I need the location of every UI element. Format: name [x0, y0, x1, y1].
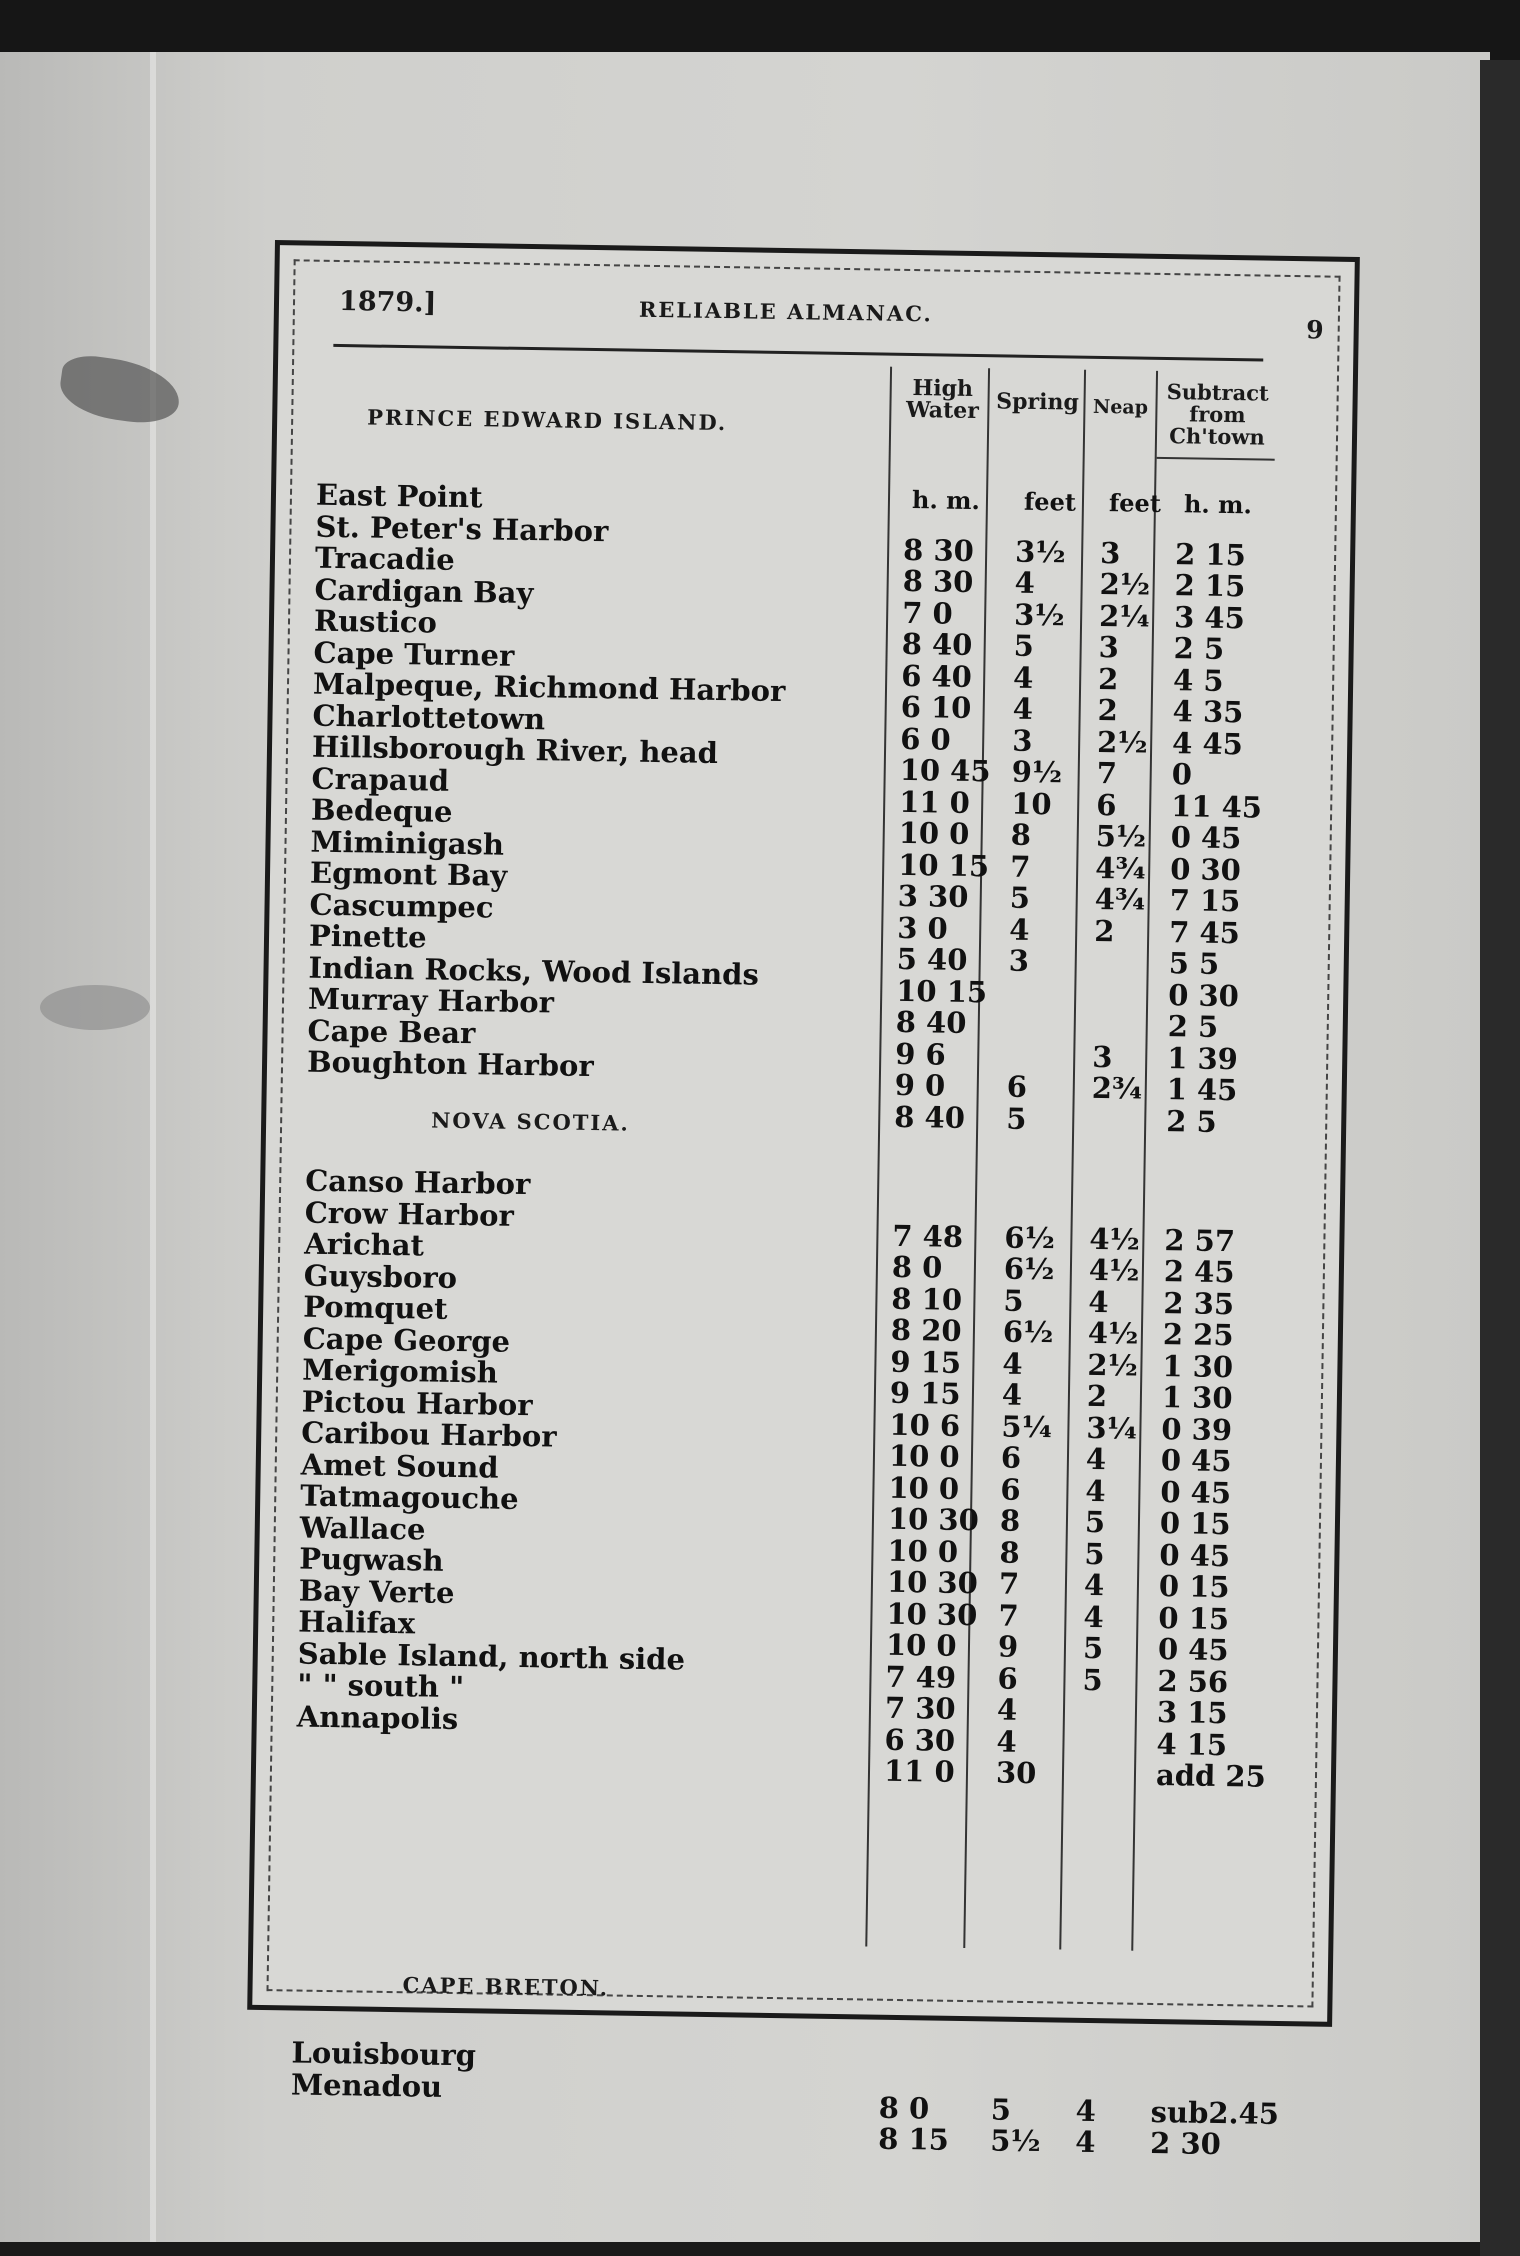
cell-sub: 11 45	[1170, 788, 1263, 825]
cell-hw: 8 0	[891, 1249, 943, 1285]
cell-spring: 3½	[1013, 597, 1065, 632]
cell-hw: 10 6	[889, 1407, 961, 1443]
cell-place: Cascumpec	[309, 887, 494, 925]
cell-hw: 10 0	[885, 1627, 957, 1663]
unit-hw: h. m.	[911, 485, 981, 516]
cell-hw: 10 15	[898, 847, 990, 883]
cell-hw: 10 30	[886, 1564, 979, 1601]
cell-neap: 2	[1097, 661, 1119, 696]
cell-spring: 5	[990, 2091, 1012, 2127]
cell-place: Murray Harbor	[307, 981, 555, 1020]
cell-place: Bedeque	[310, 792, 453, 829]
cell-spring: 6½	[1003, 1251, 1055, 1287]
cell-spring: 3	[1011, 723, 1033, 758]
cell-neap: 2½	[1096, 724, 1148, 760]
cell-spring: 4	[1001, 1377, 1023, 1412]
cell-spring: 30	[995, 1755, 1037, 1791]
cell-hw: 7 0	[901, 595, 953, 631]
cell-sub: 3 45	[1173, 599, 1246, 635]
cell-hw: 7 48	[892, 1218, 964, 1254]
cell-place: Louisbourg	[291, 2035, 477, 2073]
cell-place: Charlottetown	[312, 698, 546, 736]
cell-hw: 8 15	[877, 2121, 950, 2157]
cell-neap: 4	[1085, 1441, 1107, 1477]
cell-sub: 4 15	[1156, 1726, 1228, 1762]
cell-neap: 6	[1095, 787, 1117, 822]
cell-hw: 7 30	[884, 1690, 956, 1726]
cell-hw: 10 0	[887, 1533, 959, 1569]
cell-place: Pinette	[308, 918, 427, 955]
cell-place: Amet Sound	[300, 1447, 499, 1485]
cell-hw: 10 30	[887, 1501, 980, 1538]
cell-neap: 5	[1082, 1662, 1103, 1697]
cell-spring: 4	[1014, 565, 1036, 600]
cell-place: Miminigash	[310, 824, 505, 862]
almanac-page-frame	[247, 240, 1360, 2162]
cell-sub: 2 25	[1162, 1317, 1234, 1353]
cell-spring: 10	[1010, 786, 1052, 821]
cell-neap: 4	[1083, 1599, 1104, 1634]
cell-spring: 6	[1006, 1069, 1028, 1104]
cell-hw: 11 0	[898, 784, 971, 820]
cell-sub: 2 5	[1173, 631, 1225, 666]
col-head-high-water: High Water	[905, 375, 980, 425]
cell-place: Rustico	[313, 603, 438, 640]
cell-spring: 4	[1002, 1346, 1023, 1381]
cell-hw: 8 40	[901, 626, 973, 663]
cell-sub: 4 5	[1172, 662, 1224, 698]
cell-neap: 5	[1084, 1504, 1106, 1540]
cell-place: Tatmagouche	[300, 1478, 519, 1516]
col-head-subtract: Subtract from Ch'town	[1166, 379, 1269, 450]
cell-sub: 1 30	[1162, 1348, 1234, 1384]
cell-place: Merigomish	[301, 1352, 499, 1390]
cell-hw: 9 6	[895, 1036, 947, 1072]
cell-hw: 9 15	[889, 1375, 961, 1411]
cell-hw: 7 49	[885, 1659, 957, 1695]
cell-place: Cape Turner	[313, 635, 515, 673]
cell-spring: 8	[999, 1535, 1020, 1570]
cell-place: Caribou Harbor	[301, 1415, 557, 1454]
cell-place: St. Peter's Harbor	[315, 509, 609, 548]
cell-neap: 3	[1092, 1039, 1113, 1074]
cell-spring: 6½	[1002, 1314, 1054, 1350]
cell-sub: 1 30	[1161, 1380, 1233, 1416]
cell-hw: 9 15	[890, 1344, 962, 1380]
cell-hw: 3 30	[897, 878, 969, 914]
cell-spring: 4	[1012, 660, 1034, 695]
cell-place: Pomquet	[302, 1289, 448, 1326]
cell-spring: 5	[1013, 628, 1035, 663]
cell-neap: 2	[1093, 913, 1115, 948]
cell-spring: 5	[1006, 1101, 1027, 1136]
cell-place: " " south "	[297, 1667, 465, 1705]
cell-spring: 6	[1000, 1440, 1022, 1475]
section-title: PRINCE EDWARD ISLAND.	[367, 404, 728, 436]
cell-spring: 6½	[1004, 1220, 1056, 1255]
cell-neap: 4	[1083, 1567, 1105, 1603]
cell-neap: 2¼	[1098, 598, 1150, 634]
cell-place: Cape George	[302, 1321, 511, 1359]
cell-sub: 2 15	[1174, 536, 1247, 572]
cell-hw: 11 0	[883, 1753, 955, 1789]
cell-sub: 0 45	[1160, 1443, 1232, 1479]
cell-spring: 4	[996, 1724, 1017, 1759]
cell-place: East Point	[315, 477, 483, 515]
cell-neap: 4½	[1087, 1315, 1139, 1351]
cell-hw: 6 0	[899, 721, 951, 757]
cell-place: Guysboro	[303, 1258, 458, 1295]
cell-neap: 5	[1084, 1536, 1105, 1571]
cell-sub: 1 39	[1167, 1040, 1239, 1076]
cell-sub: 4 45	[1171, 725, 1244, 761]
cell-neap: 3¼	[1086, 1410, 1138, 1446]
cell-neap: 7	[1096, 755, 1118, 791]
cell-place: Hillsborough River, head	[311, 729, 719, 771]
cell-neap: 2½	[1099, 566, 1151, 602]
section-title: NOVA SCOTIA.	[430, 1107, 630, 1136]
cell-spring: 4	[1012, 691, 1034, 726]
cell-neap: 2	[1097, 692, 1119, 728]
col-head-neap: Neap	[1092, 395, 1149, 419]
cell-sub: 3 15	[1156, 1695, 1228, 1731]
cell-spring: 5½	[989, 2123, 1041, 2159]
cell-sub: add 25	[1155, 1758, 1267, 1794]
cell-spring: 8	[999, 1503, 1021, 1538]
cell-place: Menadou	[290, 2066, 443, 2104]
running-head-year: 1879.]	[338, 286, 437, 319]
cell-spring: 7	[998, 1566, 1020, 1601]
cell-sub: 2 30	[1149, 2125, 1222, 2162]
cell-sub: 0 30	[1167, 977, 1240, 1013]
cell-place: Egmont Bay	[309, 855, 508, 893]
cell-hw: 10 0	[898, 815, 970, 851]
cell-place: Crapaud	[311, 761, 450, 798]
cell-hw: 10 45	[899, 752, 991, 789]
cell-place: Arichat	[303, 1226, 425, 1263]
cell-neap: 4	[1088, 1284, 1109, 1319]
cell-hw: 3 0	[897, 910, 948, 946]
cell-sub: 2 5	[1166, 1103, 1217, 1139]
cell-hw: 8 20	[890, 1312, 962, 1348]
cell-neap: 2¾	[1091, 1070, 1143, 1106]
cell-sub: 1 45	[1166, 1072, 1238, 1108]
cell-sub: 0 45	[1160, 1474, 1232, 1510]
cell-place: Indian Rocks, Wood Islands	[308, 950, 760, 992]
cell-hw: 10 0	[888, 1438, 960, 1474]
page-number: 9	[1306, 315, 1324, 345]
cell-neap: 4¾	[1094, 881, 1146, 917]
cell-spring: 8	[1010, 817, 1032, 852]
cell-place: Crow Harbor	[304, 1195, 515, 1233]
cell-neap: 5½	[1095, 818, 1147, 854]
cell-spring: 9½	[1011, 754, 1063, 790]
cell-place: Pictou Harbor	[301, 1384, 533, 1422]
cell-hw: 10 0	[888, 1470, 960, 1506]
cell-neap: 4½	[1089, 1221, 1141, 1257]
cell-spring: 4	[996, 1692, 1018, 1727]
cell-sub: sub2.45	[1150, 2094, 1280, 2131]
cell-neap: 3	[1098, 629, 1120, 665]
cell-neap: 4	[1074, 2124, 1096, 2160]
cell-hw: 6 40	[900, 658, 973, 694]
section-title: CAPE BRETON.	[402, 1972, 610, 2001]
cell-sub: 0 30	[1169, 851, 1242, 887]
cell-spring: 5	[1003, 1283, 1024, 1318]
cell-neap: 3	[1099, 535, 1121, 570]
cell-sub: 2 5	[1167, 1009, 1219, 1044]
cell-place: Bay Verte	[298, 1573, 455, 1610]
cell-spring: 7	[1009, 849, 1031, 884]
cell-sub: 7 45	[1168, 914, 1241, 950]
cell-spring: 5¼	[1001, 1409, 1053, 1444]
cell-spring: 6	[997, 1661, 1018, 1696]
cell-sub: 4 35	[1172, 694, 1244, 730]
cell-hw: 6 10	[900, 689, 972, 725]
cell-hw: 9 0	[894, 1067, 946, 1103]
cell-place: Canso Harbor	[304, 1163, 531, 1202]
cell-place: Halifax	[298, 1604, 416, 1641]
cell-sub: 5 5	[1168, 946, 1220, 981]
cell-spring: 3	[1008, 943, 1030, 978]
cell-neap: 4½	[1088, 1252, 1140, 1288]
cell-hw: 8 0	[878, 2090, 930, 2126]
cell-spring: 4	[1008, 912, 1030, 947]
cell-place: Pugwash	[299, 1541, 444, 1578]
cell-neap: 4¾	[1094, 850, 1146, 886]
cell-hw: 5 40	[896, 941, 968, 977]
cell-hw: 8 10	[891, 1281, 963, 1317]
unit-neap: feet	[1108, 488, 1162, 518]
unit-spring: feet	[1023, 486, 1077, 517]
cell-hw: 10 15	[896, 973, 988, 1009]
cell-sub: 0 15	[1158, 1600, 1230, 1636]
cell-sub: 0 15	[1159, 1506, 1231, 1542]
scan-right-edge	[1480, 60, 1520, 2256]
cell-sub: 0 45	[1159, 1537, 1231, 1573]
cell-sub: 2 45	[1163, 1254, 1235, 1290]
cell-sub: 2 15	[1174, 568, 1246, 604]
cell-hw: 8 30	[902, 532, 975, 568]
cell-hw: 8 30	[902, 563, 974, 600]
cell-place: Boughton Harbor	[306, 1044, 594, 1084]
cell-sub: 7 15	[1169, 883, 1241, 919]
cell-hw: 10 30	[886, 1596, 978, 1632]
cell-sub: 0	[1171, 757, 1193, 792]
col-head-spring: Spring	[996, 388, 1080, 416]
cell-sub: 2 57	[1164, 1222, 1236, 1258]
cell-sub: 0 45	[1170, 820, 1242, 856]
cell-sub: 2 56	[1157, 1663, 1229, 1699]
cell-place: Sable Island, north side	[297, 1636, 686, 1677]
cell-neap: 4	[1085, 1473, 1106, 1508]
cell-sub: 0 15	[1158, 1569, 1230, 1605]
cell-sub: 0 45	[1157, 1632, 1229, 1668]
unit-sub: h. m.	[1183, 489, 1253, 520]
cell-hw: 6 30	[884, 1722, 956, 1758]
running-head-title: RELIABLE ALMANAC.	[638, 296, 934, 327]
cell-place: Cardigan Bay	[314, 572, 534, 610]
cell-place: Cape Bear	[307, 1013, 476, 1050]
cell-place: Tracadie	[314, 540, 455, 577]
cell-spring: 6	[1000, 1472, 1021, 1507]
cell-neap: 4	[1075, 2093, 1097, 2128]
cell-neap: 2	[1086, 1378, 1108, 1414]
cell-neap: 5	[1082, 1630, 1104, 1666]
cell-place: Wallace	[299, 1510, 426, 1547]
cell-sub: 0 39	[1161, 1411, 1233, 1447]
cell-place: Annapolis	[296, 1699, 459, 1736]
cell-neap: 2½	[1087, 1347, 1139, 1383]
cell-spring: 7	[998, 1598, 1019, 1633]
cell-place: Malpeque, Richmond Harbor	[312, 666, 786, 709]
cell-hw: 8 40	[895, 1004, 967, 1040]
page-smudge	[40, 985, 150, 1030]
cell-hw: 8 40	[894, 1099, 966, 1135]
cell-sub: 2 35	[1163, 1285, 1235, 1321]
cell-spring: 5	[1009, 880, 1031, 915]
scan-top-edge	[0, 0, 1520, 60]
cell-spring: 9	[997, 1629, 1019, 1664]
cell-spring: 3½	[1014, 534, 1066, 569]
